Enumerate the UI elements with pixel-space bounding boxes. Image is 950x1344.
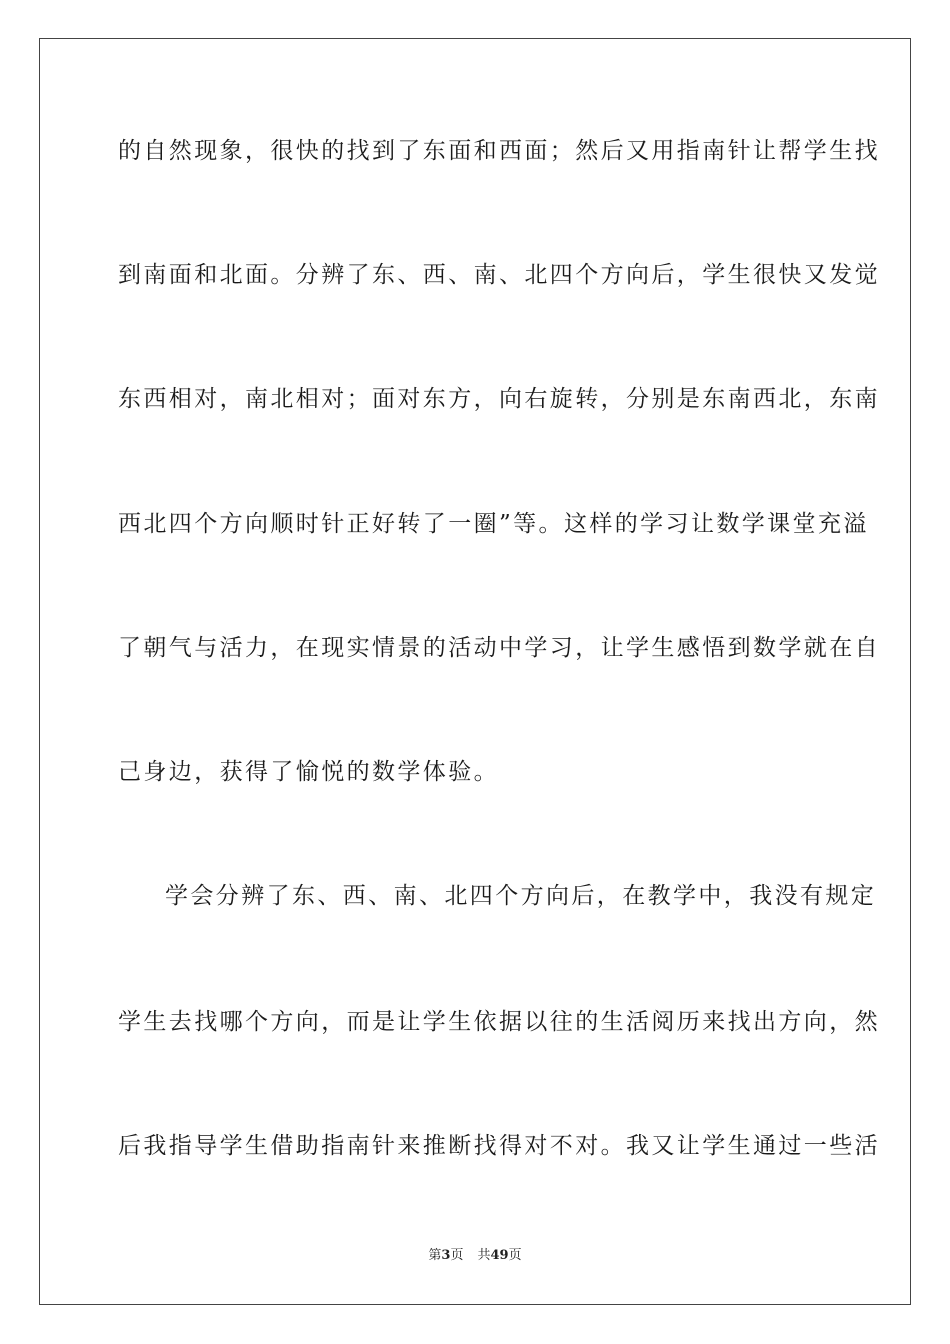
page-label-suffix: 页 (450, 1248, 464, 1263)
page-footer (0, 1248, 950, 1264)
page-label-prefix: 第 (428, 1248, 442, 1263)
page-border (39, 38, 911, 1305)
body-text-line: 了朝气与活力，在现实情景的活动中学习，让学生感悟到数学就在自 (118, 635, 880, 661)
total-label-prefix: 共 (477, 1248, 491, 1263)
page-number: 3 (441, 1248, 451, 1263)
body-text-line: 东西相对，南北相对；面对东方，向右旋转，分别是东南西北，东南 (118, 386, 880, 412)
total-pages: 49 (490, 1248, 509, 1263)
body-text-line: 学生去找哪个方向，而是让学生依据以往的生活阅历来找出方向，然 (118, 1009, 880, 1035)
body-text-line: 后我指导学生借助指南针来推断找得对不对。我又让学生通过一些活 (118, 1133, 880, 1159)
body-text-line: 的自然现象，很快的找到了东面和西面；然后又用指南针让帮学生找 (118, 138, 880, 164)
body-text-line: 西北四个方向顺时针正好转了一圈”等。这样的学习让数学课堂充溢 (118, 511, 869, 537)
body-text-line: 到南面和北面。分辨了东、西、南、北四个方向后，学生很快又发觉 (118, 262, 880, 288)
total-label-suffix: 页 (508, 1248, 522, 1263)
paragraph-first-line: 学会分辨了东、西、南、北四个方向后，在教学中，我没有规定 (165, 883, 877, 909)
body-text-line: 己身边，获得了愉悦的数学体验。 (118, 759, 499, 785)
